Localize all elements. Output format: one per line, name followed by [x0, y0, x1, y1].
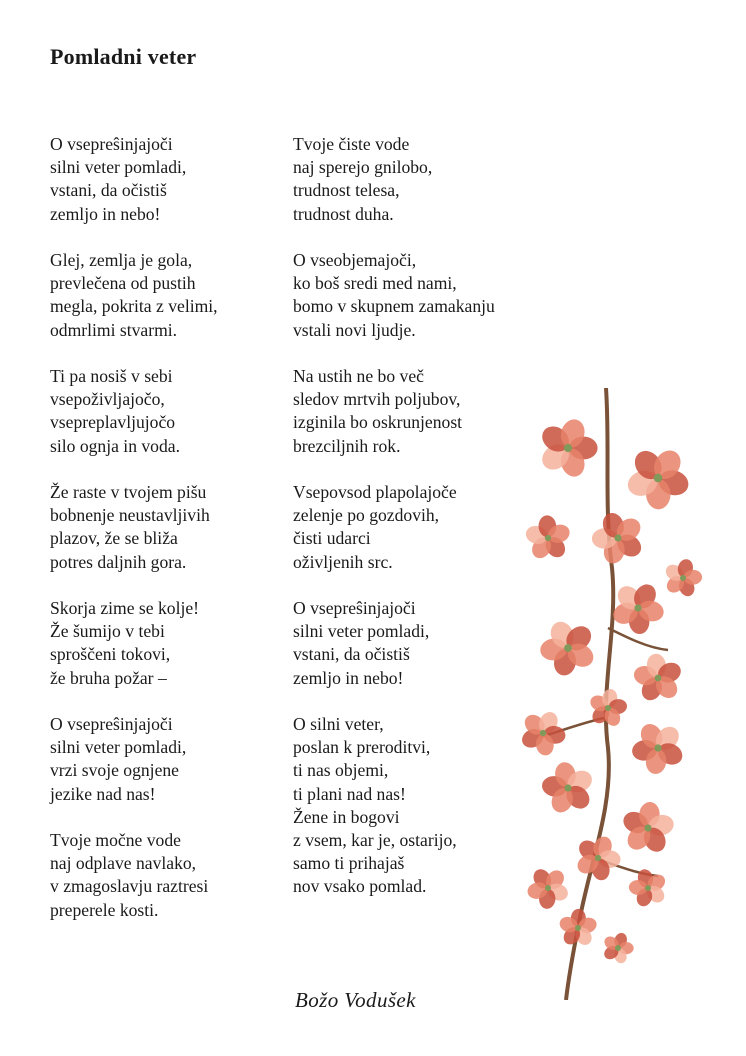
poem-line: ko boš sredi med nami,	[293, 273, 457, 294]
poem-line: prevlečena od pustih	[50, 273, 196, 294]
poem-line: Na ustih ne bo več	[293, 366, 424, 386]
poem-line: bomo v skupnem zamakanju	[293, 296, 495, 317]
poem-line: vsepoživljajočo,	[50, 389, 165, 410]
poem-line: O vsepreŝinjajoči	[293, 598, 416, 618]
blossom-icon	[588, 688, 628, 729]
poem-line: naj sperejo gnilobo,	[293, 157, 433, 178]
poem-line: silni veter pomladi,	[293, 621, 430, 642]
poem-line: trudnost telesa,	[293, 180, 400, 201]
poem-line: že bruha požar –	[50, 667, 167, 688]
poem-line: Tvoje močne vode	[50, 830, 181, 850]
poem-line: Vsepovsod plapolajoče	[293, 482, 457, 502]
poem-line: O vseobjemajoči,	[293, 250, 417, 270]
blossom-icon	[574, 834, 621, 882]
poem-line: vrzi svoje ognjene	[50, 760, 179, 781]
poem-line: ti plani nad nas!	[293, 783, 406, 804]
poem-line: zemljo in nebo!	[50, 203, 161, 224]
poem-line: ti nas objemi,	[293, 760, 389, 781]
stanza	[293, 713, 543, 899]
poem-line: čisti udarci	[293, 528, 371, 549]
poem-line: Glej, zemlja je gola,	[50, 250, 193, 270]
stanza	[50, 597, 280, 690]
poem-line: Skorja zime se kolje!	[50, 598, 200, 618]
blossom-icon	[624, 445, 691, 509]
poem-line: izginila bo oskrunjenost	[293, 412, 463, 433]
poem-line: vsepreplavljujočo	[50, 412, 176, 433]
blossom-icon	[524, 515, 572, 562]
poem-line: O vsepreŝinjajoči	[50, 134, 173, 154]
poem-line: potres daljnih gora.	[50, 551, 187, 572]
poem-line: Ti pa nosiš v sebi	[50, 366, 173, 386]
poem-line: vstali novi ljudje.	[293, 319, 416, 340]
poem-line: sledov mrtvih poljubov,	[293, 389, 461, 410]
poem-line: samo ti prihajaš	[293, 853, 405, 874]
stanza	[293, 481, 543, 574]
poem-line: Že raste v tvojem pišu	[50, 482, 207, 502]
stanza	[50, 365, 280, 458]
poem-line: jezike nad nas!	[50, 783, 156, 804]
poem-line: Tvoje čiste vode	[293, 134, 410, 154]
poem-line: nov vsako pomlad.	[293, 876, 427, 897]
blossom-icon	[519, 709, 567, 757]
blossom-icon	[620, 801, 676, 856]
poem-line: brezciljnih rok.	[293, 435, 401, 456]
poem-line: vstani, da očistiš	[293, 644, 410, 665]
right-column	[293, 133, 543, 922]
blossom-icon	[632, 653, 684, 704]
poem-line: vstani, da očistiš	[50, 180, 167, 201]
blossom-icon	[537, 416, 597, 479]
blossom-icon	[539, 618, 597, 677]
poem-line: bobnenje neustavljivih	[50, 505, 210, 526]
blossom-icon	[541, 760, 596, 816]
poem-line: Že šumijo v tebi	[50, 621, 165, 642]
poem-line: O silni veter,	[293, 714, 384, 734]
poem-line: silni veter pomladi,	[50, 737, 187, 758]
blossom-icon	[526, 866, 571, 909]
poem-line: v zmagoslavju raztresi	[50, 876, 209, 897]
poem-line: zemljo in nebo!	[293, 667, 404, 688]
poem-line: poslan k preroditvi,	[293, 737, 431, 758]
stanza	[50, 713, 280, 806]
stanza	[50, 481, 280, 574]
blossom-icon	[631, 720, 686, 775]
author-signature: Božo Vodušek	[295, 988, 416, 1012]
poem-line: odmrlimi stvarmi.	[50, 319, 178, 340]
stanza	[293, 365, 543, 458]
poem-line: naj odplave navlako,	[50, 853, 197, 874]
poem-line: sproščeni tokovi,	[50, 644, 171, 665]
stanza	[50, 133, 280, 226]
blossom-icon	[628, 868, 668, 909]
poem-line: zelenje po gozdovih,	[293, 505, 440, 526]
poem-line: Žene in bogovi	[293, 806, 400, 827]
poem-line: silo ognja in voda.	[50, 435, 180, 456]
poem-title: Pomladni veter	[50, 44, 197, 69]
blossom-icon	[610, 580, 666, 635]
blossom-icon	[592, 510, 646, 566]
poem-line: O vsepreŝinjajoči	[50, 714, 173, 734]
stanza	[293, 133, 543, 226]
poem-line: trudnost duha.	[293, 203, 394, 224]
blossom-icon	[557, 909, 598, 948]
stanza	[50, 829, 280, 922]
poem-line: oživljenih src.	[293, 551, 393, 572]
flowering-quince-branch-icon	[508, 388, 746, 1000]
poem-line: plazov, že se bliža	[50, 528, 178, 549]
blossom-icon	[602, 931, 634, 965]
left-column	[50, 133, 280, 945]
poem-line: z vsem, kar je, ostarijo,	[293, 830, 457, 851]
poem-line: silni veter pomladi,	[50, 157, 187, 178]
stanza	[293, 597, 543, 690]
blossom-icon	[663, 558, 703, 599]
stanza	[50, 249, 280, 342]
poem-line: preperele kosti.	[50, 899, 159, 920]
poem-line: megla, pokrita z velimi,	[50, 296, 218, 317]
stanza	[293, 249, 543, 342]
